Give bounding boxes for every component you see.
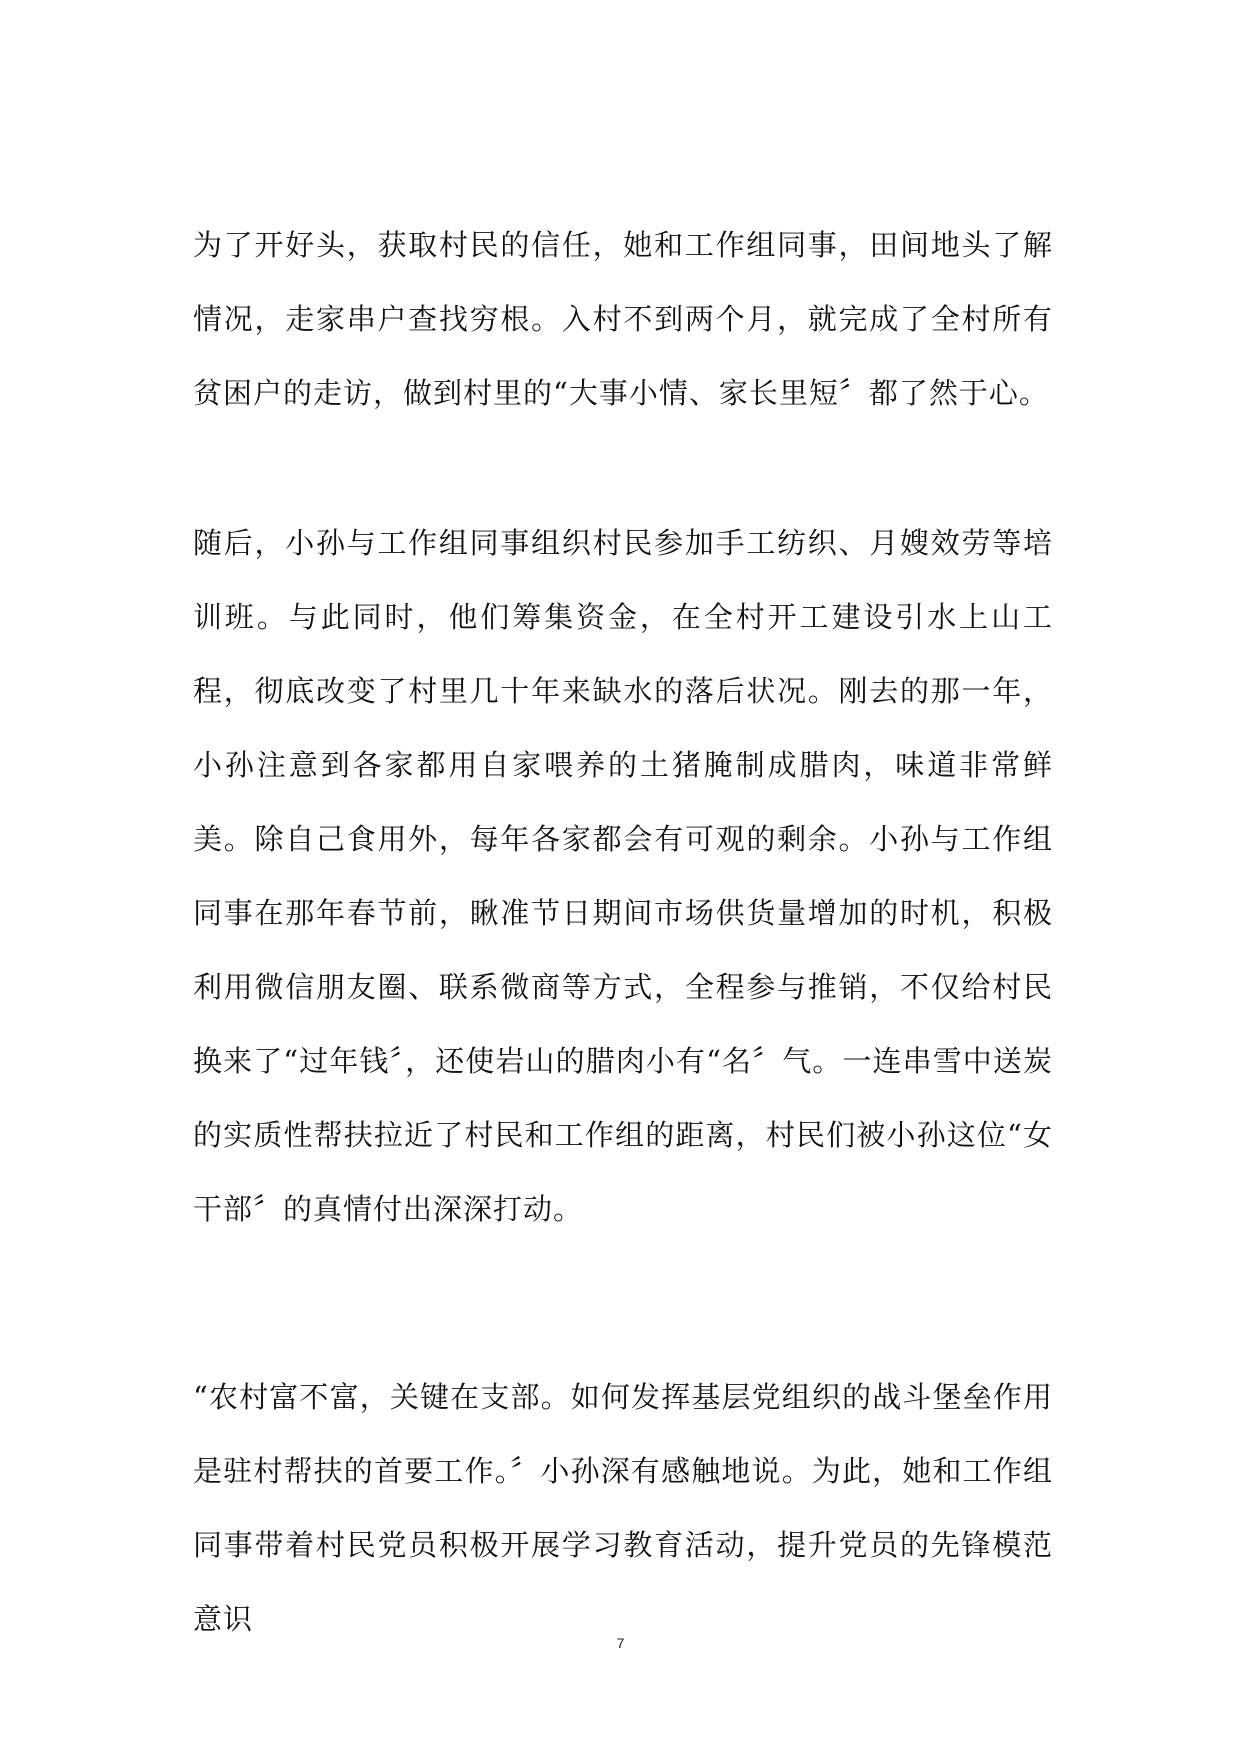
body-paragraph-2: 随后，小孙与工作组同事组织村民参加手工纺织、月嫂效劳等培训班。与此同时，他们筹集资金，在全村开工建设引水上山工程，彻底改变了村里几十年来缺水的落后状况。刚去的那一年，小孙注意到各家都用自家喂养的土猪腌制成腊肉，味道非常鲜美。除自己食用外，每年各家都会有可观的剩余。小孙与工作组同事在那年春节前，瞅准节日期间市场供货量增加的时机，积极利用微信朋友圈、联系微商等方式，全程参与推销，不仅给村民换来了“过年钱〞，还使岩山的腊肉小有“名〞气。一连串雪中送炭的实质性帮扶拉近了村民和工作组的距离，村民们被小孙这位“女干部〞的真情付出深深打动。 <box>193 526 1053 1226</box>
page-number: 7 <box>616 1635 625 1651</box>
body-paragraph-3: “农村富不富，关键在支部。如何发挥基层党组织的战斗堡垒作用是驻村帮扶的首要工作。〞小孙深有感触地说。为此，她和工作组同事带着村民党员积极开展学习教育活动，提升党员的先锋模范意识 <box>193 1380 1053 1636</box>
body-paragraph-1: 为了开好头，获取村民的信任，她和工作组同事，田间地头了解情况，走家串户查找穷根。入村不到两个月，就完成了全村所有贫困户的走访，做到村里的“大事小情、家长里短〞都了然于心。 <box>193 228 1053 410</box>
